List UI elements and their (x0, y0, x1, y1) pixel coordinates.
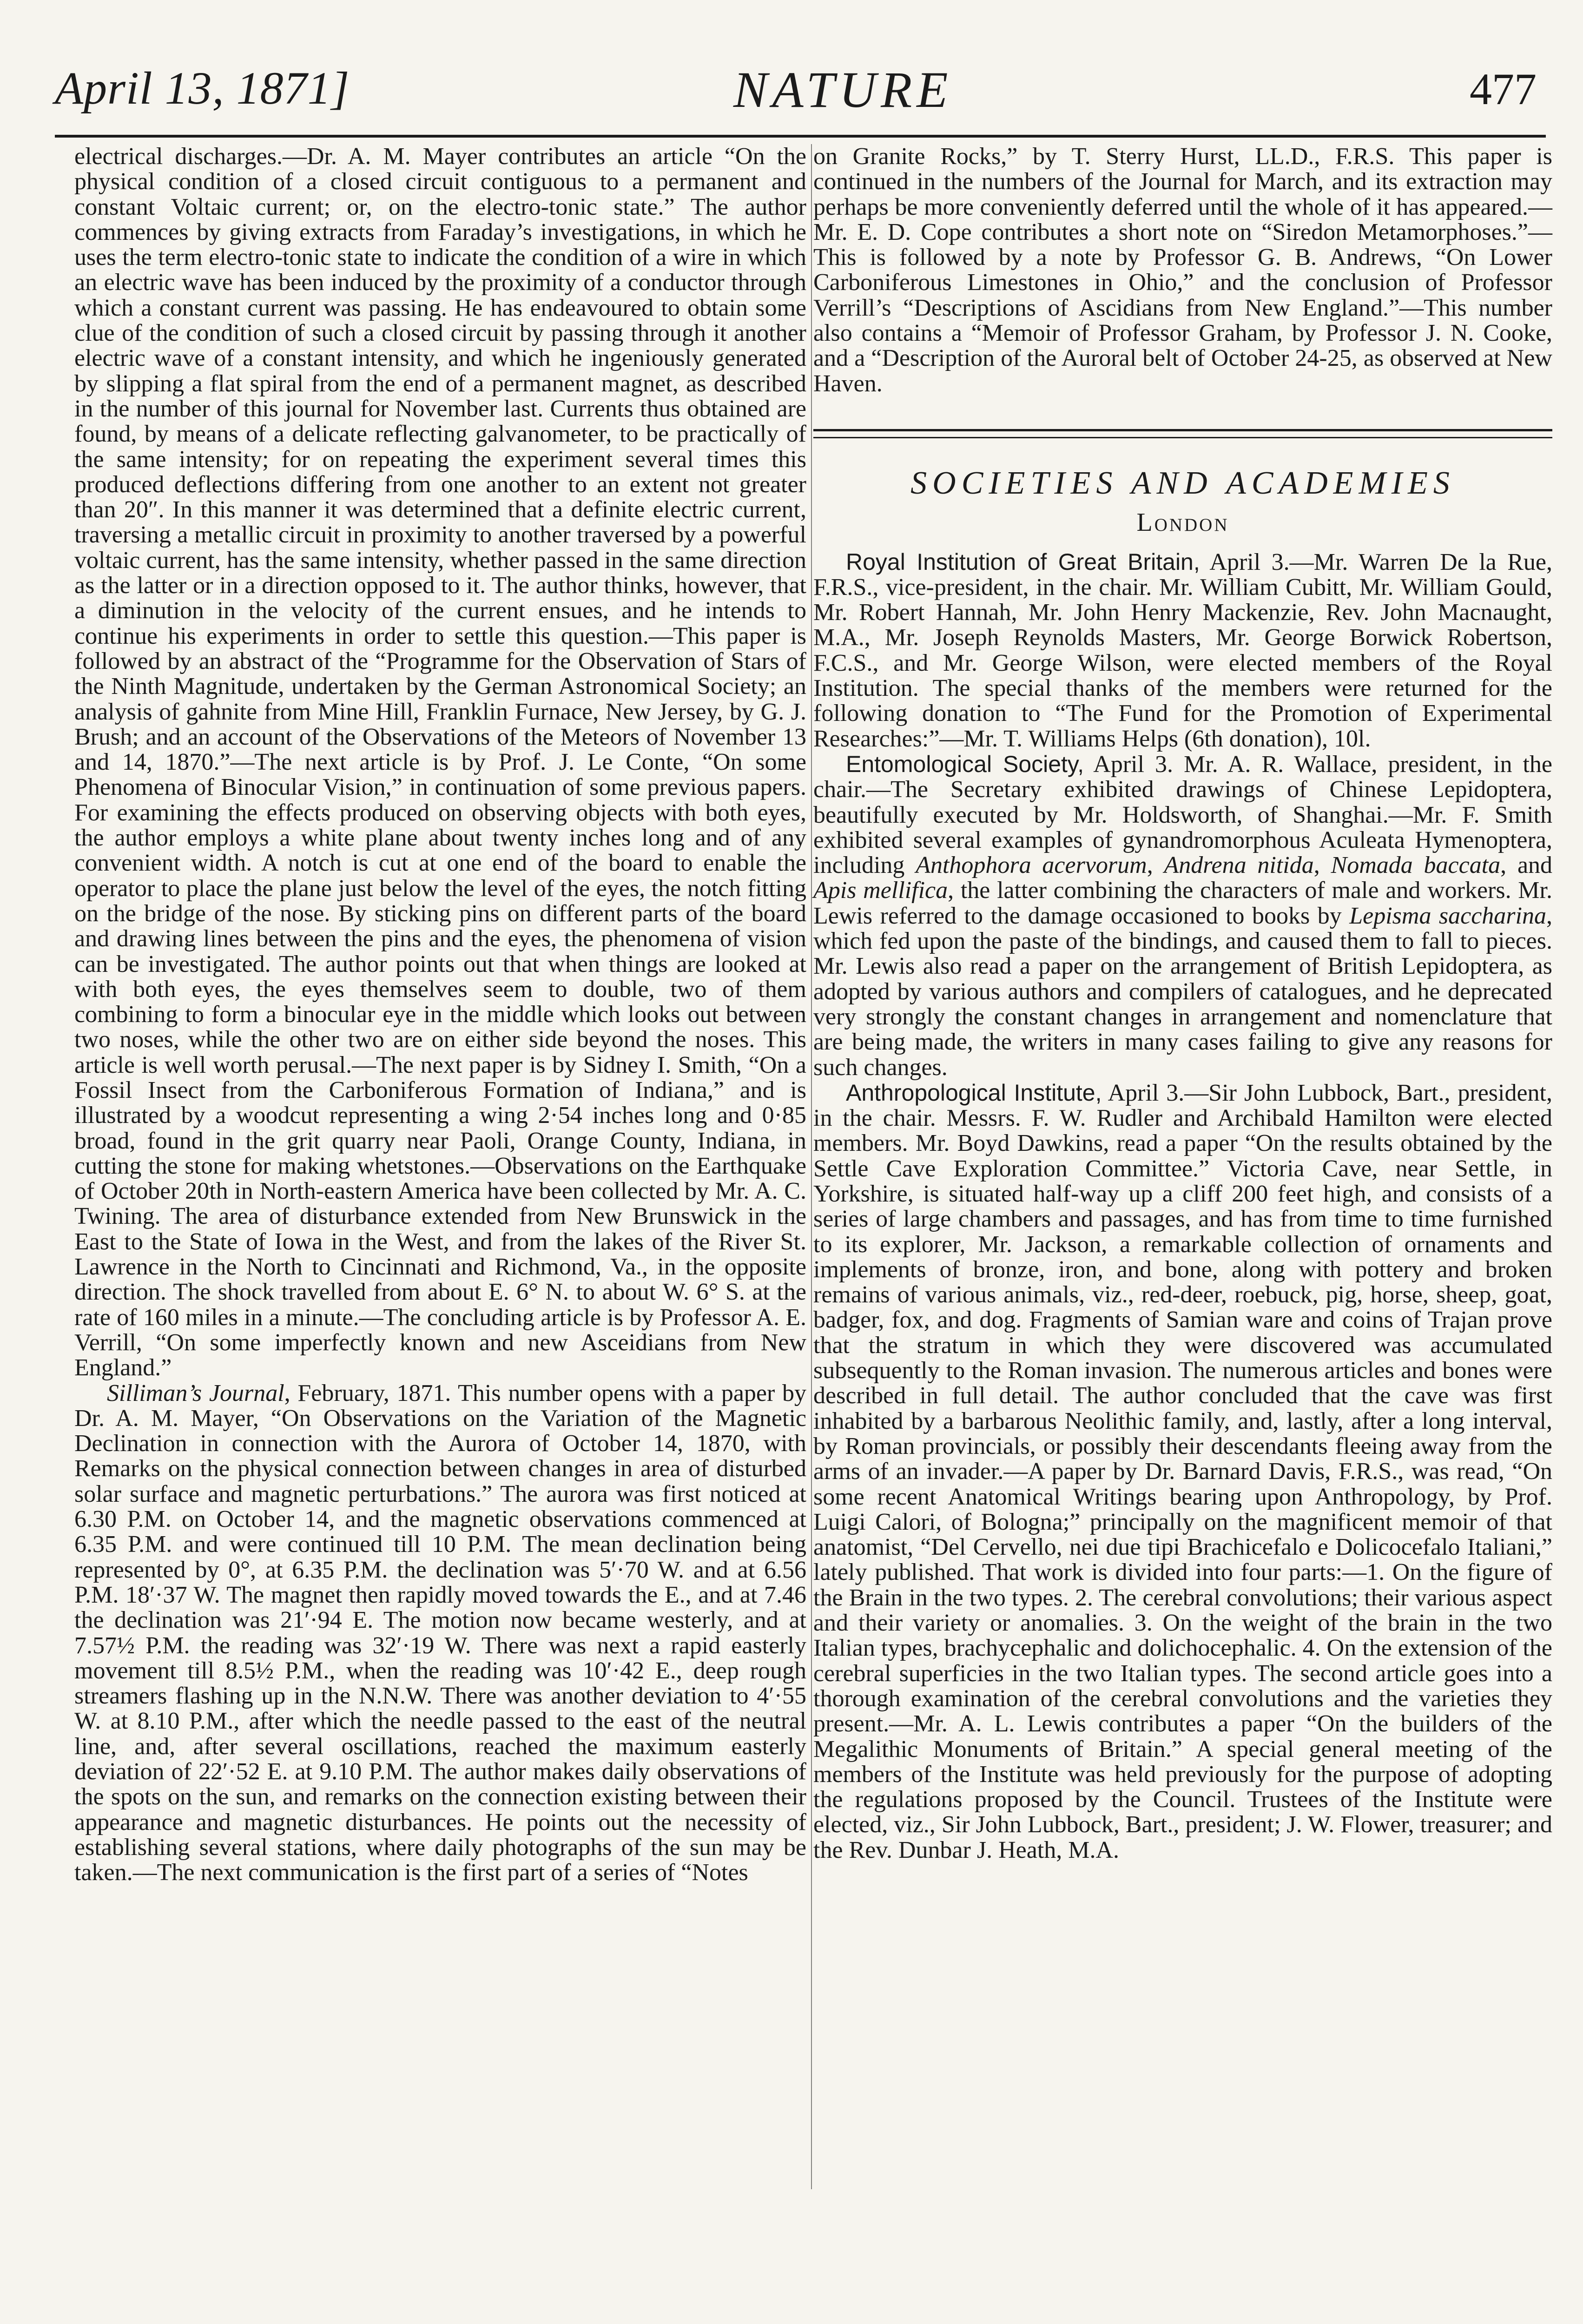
entry-text: April 3. Mr. A. R. Wallace, president, in the chair.—The Secretary exhibited drawings of Chinese Lepidoptera, beautifully executed by Mr. Holdsworth, of Shanghai.—Mr. F. Smith exhibited several examples of gynandromorphous Aculeata Hymenoptera, including (813, 751, 1552, 879)
column-divider (811, 144, 812, 2189)
species-name: Nomada baccata (1331, 852, 1501, 879)
journal-title: NATURE (733, 61, 953, 118)
section-rule (813, 429, 1552, 438)
header-date: April 13, 1871] (55, 62, 350, 114)
entry-heading: Anthropological Institute, (846, 1079, 1102, 1106)
header-rule (55, 135, 1546, 138)
entry-anthropological-institute (813, 1080, 1552, 1863)
species-name: Andrena nitida (1164, 852, 1314, 879)
right-column (813, 144, 1552, 1863)
species-name: Apis mellifica (813, 877, 948, 904)
left-paragraph-1: electrical discharges.—Dr. A. M. Mayer contributes an article “On the physical condition of a closed circuit contiguous to a permanent and constant Voltaic current; or, on the electro-tonic state.” The author commences by giving extracts from Faraday’s investigations, in which he uses the term electro-tonic state to indicate the condition of a wire in which an electric wave has been induced by the proximity of a conductor through which a constant current was passing. He has endeavoured to obtain some clue of the condition of such a closed circuit by passing through it another electric wave of a constant intensity, and which he ingeniously generated by slipping a flat spiral from the end of a permanent magnet, as described in the number of this journal for November last. Currents thus obtained are found, by means of a delicate reflecting galvanometer, to be practically of the same intensity; for on repeating the experiment several times this produced deflections differing from one another to an extent not greater than 20″. In this manner it was determined that a definite electric current, traversing a metallic circuit in proximity to another traversed by a powerful voltaic current, has the same intensity, whether passed in the same direction as the latter or in a direction opposed to it. The author thinks, however, that a diminution in the velocity of the current ensues, and he intends to continue his experiments in order to settle this question.—This paper is followed by an abstract of the “Programme for the Observation of Stars of the Ninth Magnitude, undertaken by the German Astronomical Society; an analysis of gahnite from Mine Hill, Franklin Furnace, New Jersey, by G. J. Brush; and an account of the Observations of the Meteors of November 13 and 14, 1870.”—The next article is by Prof. J. Le Conte, “On some Phenomena of Binocular Vision,” in continuation of some previous papers. For examining the effects produced on observing objects with both eyes, the author employs a white plane about twenty inches long and of any convenient width. A notch is cut at one end of the board to enable the operator to place the plane just below the level of the eyes, the notch fitting on the bridge of the nose. By sticking pins on different parts of the board and drawing lines between the pins and the eyes, the phenomena of vision can be investigated. The author points out that when things are looked at with both eyes, the eyes themselves seem to double, two of them combining to form a binocular eye in the middle which looks out between two noses, while the other two are on either side beyond the noses. This article is well worth perusal.—The next paper is by Sidney I. Smith, “On a Fossil Insect from the Carboniferous Formation of Indiana,” and is illustrated by a woodcut representing a wing 2·54 inches long and 0·85 broad, found in the grit quarry near Paoli, Orange County, Indiana, in cutting the stone for making whetstones.—Observations on the Earthquake of October 20th in North-eastern America have been collected by Mr. A. C. Twining. The area of disturbance extended from New Brunswick in the East to the State of Iowa in the West, and from the lakes of the River St. Lawrence in the North to Cincinnati and Richmond, Va., in the opposite direction. The shock travelled from about E. 6° N. to about W. 6° S. at the rate of 160 miles in a minute.—The concluding article is by Professor A. E. Verrill, “On some imperfectly known and new Asceidians from New England.” (74, 143, 806, 1381)
section-title: SOCIETIES AND ACADEMIES (910, 465, 1455, 501)
left-column (74, 144, 806, 1885)
entry-heading: Royal Institution of Great Britain, (846, 548, 1200, 575)
page-number: 477 (1470, 64, 1537, 114)
entry-text: , which fed upon the paste of the bindings, and caused them to fall to pieces. Mr. Lewis also read a paper on the arrangement of British Lepidoptera, as adopted by various authors and compilers of catalogues, and he deprecated very strongly the constant changes in arrangement and nomenclature that are being made, the writers in many cases failing to give any reasons for such changes. (813, 902, 1552, 1081)
journal-name: Silliman’s Journal (107, 1380, 284, 1406)
entry-text: April 3.—Sir John Lubbock, Bart., president, in the chair. Messrs. F. W. Rudler and Archibald Hamilton were elected members. Mr. Boyd Dawkins, read a paper “On the results obtained by the Settle Cave Exploration Committee.” Victoria Cave, near Settle, in Yorkshire, is situated half-way up a cliff 200 feet high, and consists of a series of large chambers and passages, and has from time to time furnished to its explorer, Mr. Jackson, a remarkable collection of ornaments and implements of bronze, iron, and bone, along with pottery and broken remains of various animals, viz., red-deer, roebuck, pig, horse, sheep, goat, badger, fox, and dog. Fragments of Samian ware and coins of Trajan prove that the stratum in which they were discovered was accumulated subsequently to the Roman invasion. The numerous articles and bones were described in full detail. The author concluded that the cave was first inhabited by a barbarous Neolithic family, and, lastly, after a long interval, by Roman provincials, or possibly their descendants fleeing away from the arms of an invader.—A paper by Dr. Barnard Davis, F.R.S., was read, “On some recent Anatomical Writings bearing upon Anthropology, by Prof. Luigi Calori, of Bologna;” principally on the magnificent memoir of that anatomist, “Del Cervello, nei due tipi Brachicefalo e Dolicocefalo Italiani,” lately published. That work is divided into four parts:—1. On the figure of the Brain in the two types. 2. The cerebral convolutions; their various aspect and their variety or anomalies. 3. On the weight of the brain in the two Italian types, brachycephalic and dolichocephalic. 4. On the extension of the cerebral superficies in the two Italian types. The second article goes into a thorough examination of the cerebral convolutions and the varieties they present.—Mr. A. L. Lewis contributes a paper “On the builders of the Megalithic Monuments of Britain.” A special general meeting of the members of the Institute was held previously for the purpose of adopting the regulations proposed by the Council. Trustees of the Institute were elected, viz., Sir John Lubbock, Bart., president; J. W. Flower, treasurer; and the Rev. Dunbar J. Heath, M.A. (813, 1079, 1553, 1863)
entry-text: , and (1500, 852, 1553, 879)
section-subtitle: London (1136, 508, 1229, 537)
species-name: Lepisma saccharina (1349, 902, 1546, 929)
entry-heading: Entomological Society, (846, 751, 1084, 777)
left-paragraph-2 (74, 1381, 806, 1886)
entry-text: , the latter combining the characters of male and workers. Mr. Lewis referred to the damage occasioned to books by (813, 877, 1552, 929)
left-paragraph-2-text: , February, 1871. This number opens with a paper by Dr. A. M. Mayer, “On Observations on the Variation of the Magnetic Declination in connection with the Aurora of October 14, 1870, with Remarks on the physical connection between changes in area of disturbed solar surface and magnetic perturbations.” The aurora was first noticed at 6.30 P.M. on October 14, and the magnetic observations commenced at 6.35 P.M. and were continued till 10 P.M. The mean declination being represented by 0°, at 6.35 P.M. the declination was 5′·70 W. and at 6.56 P.M. 18′·37 W. The magnet then rapidly moved towards the E., and at 7.46 the declination was 21′·94 E. The motion now became westerly, and at 7.57½ P.M. the reading was 32′·19 W. There was next a rapid easterly movement till 8.5½ P.M., when the reading was 10′·42 E., deep rough streamers flashing up in the N.N.W. There was another deviation to 4′·55 W. at 8.10 P.M., after which the needle passed to the east of the neutral line, and, after several oscillations, reached the maximum easterly deviation of 22′·52 E. at 9.10 P.M. The author makes daily observations of the spots on the sun, and remarks on the connection existing between their appearance and magnetic disturbances. He points out the necessity of establishing several stations, where daily photographs of the sun may be taken.—The next communication is the first part of a series of “Notes (74, 1380, 806, 1886)
species-name: Anthophora acervorum (916, 852, 1147, 879)
entry-text: , (1313, 852, 1331, 879)
entry-entomological-society (813, 752, 1552, 1080)
entry-text: , (1147, 852, 1164, 879)
right-paragraph-continued: on Granite Rocks,” by T. Sterry Hurst, LL.D., F.R.S. This paper is continued in the numbers of the Journal for March, and its extraction may perhaps be more conveniently deferred until the whole of it has appeared.—Mr. E. D. Cope contributes a short note on “Siredon Metamorphoses.”—This is followed by a note by Professor G. B. Andrews, “On Lower Carboniferous Limestones in Ohio,” and the conclusion of Professor Verrill’s “Descriptions of Ascidians from New England.”—This number also contains a “Memoir of Professor Graham, by Professor J. N. Cooke, and a “Description of the Auroral belt of October 24-25, as observed at New Haven. (813, 143, 1552, 397)
entry-royal-institution (813, 549, 1552, 752)
entry-text: April 3.—Mr. Warren De la Rue, F.R.S., vice-president, in the chair. Mr. William Cubitt, Mr. William Gould, Mr. Robert Hannah, Mr. John Henry Mackenzie, Rev. John Macnaught, M.A., Mr. Joseph Reynolds Masters, Mr. George Borwick Robertson, F.C.S., and Mr. George Wilson, were elected members of the Royal Institution. The special thanks of the members were returned for the following donation to “The Fund for the Promotion of Experimental Researches:”—Mr. T. Williams Helps (6th donation), 10l. (813, 548, 1552, 752)
